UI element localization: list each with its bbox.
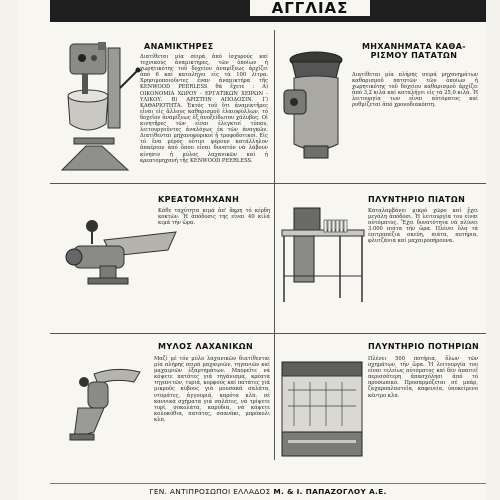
glass-washer-illustration: [280, 360, 364, 460]
cell-text-dishwasher: Καταλαμβάνει μικρό χῶρο καί ἔχει μεγάλη ἀπόδοσι. Ἡ λειτουργία του εἶναι αὐτόματος. Ἔχει δυνατότητα νά πλύνει 3.000 πιάτα τήν ὥρα. Πλένει ὅλα τά ἐπιτραπέζια σκεύη, πιάτα, ποτήρια, φλυτζάνια καί μαχαιροπήρουνα.: [368, 208, 478, 245]
cell-text-vegetable-mill: Μαζί μέ τόν μύλο λαχανικῶν διατίθενται μία πλήρης σειρά μαχαιριῶν, τηγανιῶν καί μαχαιριῶν ἐξαρτημάτων. Μπορεῖτε νά κόψετε πατάτες γιά τηγάνισμα, κρέατα τηγανιτῶν, τυριά, κορφούς καί πατάτες γιά μικροῦς κύβους γιά μουσακά σαλάτα, ντομάτες, ἀγγουριά, καρότα κλπ. σέ καννικά σχήματα γιά σαλάτες, νά τρίψετε τυρί, σοκολάτα, καρύδια, νά κάψετε κολοκύθια, πατάτες, σπανάκι, μπρόκολι κλπ.: [154, 356, 270, 423]
cell-text-mixers: Διατίθεται μία σειρά ἀπό ἰσχυρούς καί τεχνικούς ἀναμικτήρες, τῶν ὁποίων ἡ χωρητικότης τοῦ δοχείου ἀναμίξεως ἀρχίζει ἀπό 6 καί καταλήγει εἰς τά 100 λίτρα. Χρησιμοποιοῦντες ἕναν ἀναμικτήρα τῆς KENWOOD PEERLESS θά ἔχετε : Α) ΟΙΚΟΝΟΜΙΑ ΧΩΡΟΥ - ΕΡΓΑΤΙΚΩΝ ΧΕΙΡΩΝ - ΥΛΙΚΟΥ. Β) ΑΡΙΣΤΗΝ ΑΠΟΔΟΣΙΝ. Γ) ΚΑΘΑΡΙΟΤΗΤΑ. Ἐκτός τοῦ ὅτι ἀναμικτῆρες εἶναι εἰς ἄλλους καθαρισμοῦ ἐλαιοφύλλων, τό δοχεῖον ἀναμίξεως ἐξ ἀνοξείδωτου χάλυβος. Οἱ κινητῆρες τῶν εἶναι ἐλεγκτοί τύπου, λειτουργοῦντες ἀναλόγως ἐκ τῶν ἀναγκῶν. Διατίθενται μηχανοφορικοί ἤ τροφοδοτικοί. Εἰς τό ἕνα μέρος οὗτινι φέρουν κατάλληλον ἀπαέριον ἀπό ὅπου εἶναι δυνατόν νά λάβουν κίνησιν ἡ μύλος λαχανικῶν καί ἡ κρεατομηχανή τῆς KENWOOD PEERLESS.: [140, 54, 268, 164]
cell-title-vegetable-mill: ΜΥΛΟΣ ΛΑΧΑΝΙΚΩΝ: [158, 342, 254, 351]
dishwasher-illustration: [280, 206, 366, 306]
grid-divider-row2: [50, 333, 486, 334]
footer: [50, 487, 486, 496]
cell-title-meat-grinder: ΚΡΕΑΤΟΜΗΧΑΝΗ: [158, 195, 240, 204]
footer-rule: [50, 483, 486, 484]
cell-text-meat-grinder: Κάθε ταχύτητα κιμά ἀπ' ἄκρη τό κέρδη κοκτῶν. Ἡ ἀπόδοσις της εἶναι 40 κιλά κιμά τήν ὥρα.: [158, 208, 270, 227]
cell-text-potato-peelers: Διατίθεται μία πλήρης σειρά μηχανημάτων καθαρισμοῦ πατατῶν τῶν ὁποίων ἡ χωρητικότης τοῦ δοχείου καθαρισμοῦ ἀρχίζει ἀπό 3,2 κιλά καί καταλήγει εἰς τά 25,0 κιλά. Ἡ λειτουργία των εἶναι αὐτόματος καί ρυθμίζεται ἀπό χρονοδιακόπτη.: [352, 72, 478, 109]
cell-title-mixers: ΑΝΑΜΙΚΤΗΡΕΣ: [144, 42, 214, 51]
potato-peeler-illustration: [280, 48, 350, 163]
cell-title-glass-washer: ΠΛΥΝΤΗΡΙΟ ΠΟΤΗΡΙΩΝ: [368, 342, 480, 351]
page-title: ΑΓΓΛΙΑΣ: [250, 0, 370, 16]
grid-divider-row1: [50, 183, 486, 184]
cell-text-glass-washer: Πλένει 500 ποτήρια, ὅλων τῶν σχημάτων, τήν ὥρα. Ἡ λειτουργία του εἶναι τελείως αὐτόματος καί δέν ἀπαιτεῖ περισσότερη ἀπασχόλησι ἀπό τό προσωπικό. Προσαρμόζεται σέ μπάρ, ζαχαροπλαστεῖα, καφενεία, ὑποκείμενο κέντρο κλπ.: [368, 356, 478, 399]
footer-prefix: ΓΕΝ. ΑΝΤΙΠΡΟΣΩΠΟΙ ΕΛΛΑΔΟΣ: [149, 487, 271, 496]
vegetable-mill-illustration: [64, 364, 144, 444]
meat-grinder-illustration: [64, 218, 182, 288]
mixer-illustration: [52, 38, 142, 173]
title-bar: [50, 0, 486, 22]
grid-divider-vertical: [274, 30, 275, 460]
footer-company: Μ. & Ι. ΠΑΠΑΖΟΓΛΟΥ Α.Ε.: [273, 487, 387, 496]
cell-title-dishwasher: ΠΛΥΝΤΗΡΙΟ ΠΙΑΤΩΝ: [368, 195, 466, 204]
cell-title-potato-peelers: ΜΗΧΑΝΗΜΑΤΑ ΚΑΘΑ- ΡΙΣΜΟΥ ΠΑΤΑΤΩΝ: [361, 42, 467, 60]
brochure-page: [18, 0, 486, 500]
